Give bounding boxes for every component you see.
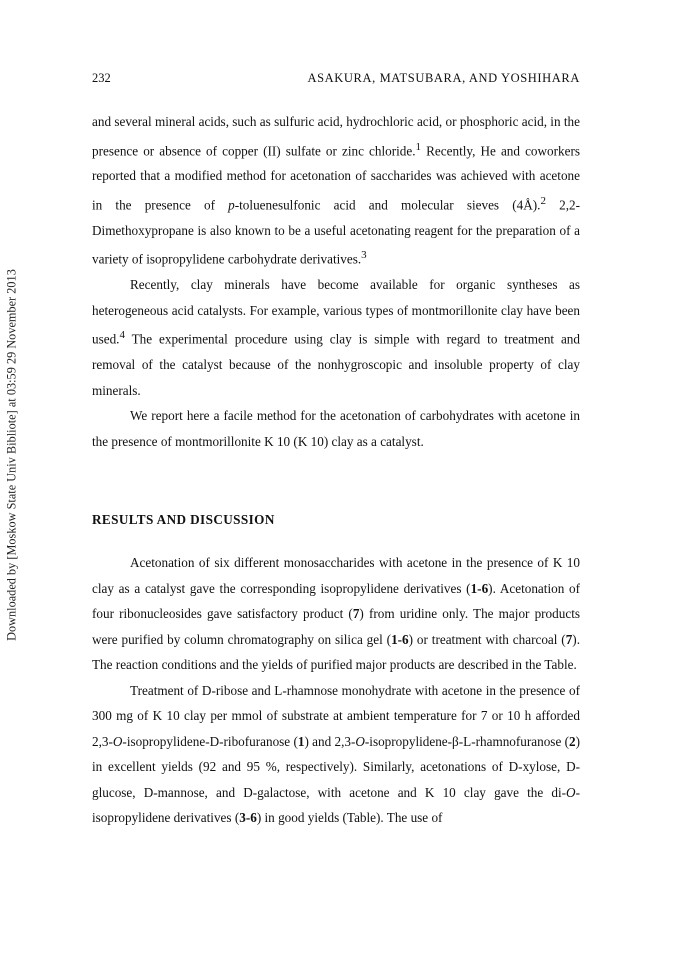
paragraph-report: We report here a facile method for the acetonation of carbohydrates with acetone in the presence of montmorillonite K 10 (K 10) clay as a catalyst. (92, 408, 580, 449)
text-run: Recently, clay minerals have become available for organic syntheses as heterogeneous acid catalysts. For example, various types of montmorillonite clay have been used. (92, 277, 580, 347)
compound-ref: 7 (565, 631, 573, 647)
text-run: ) and 2,3- (304, 733, 356, 749)
text-run: -toluenesulfonic acid and molecular sieves (4Å). (234, 197, 541, 213)
config-d: D (143, 784, 154, 800)
text-run: -isopropylidene- (122, 733, 210, 749)
compound-ref: 7 (352, 606, 360, 622)
text-run: Acetonation of six different monosaccharides with acetone in the presence of K 10 clay as a catalyst gave the corresponding isopropylidene derivatives ( (92, 555, 580, 596)
text-run: -glucose, (92, 759, 580, 800)
paragraph-treatment (92, 678, 580, 831)
paragraph-intro-continued (92, 109, 580, 272)
text-run: -rhamnofuranose ( (471, 733, 569, 749)
text-run: -xylose, (518, 759, 567, 775)
text-run: -ribofuranose ( (219, 733, 298, 749)
text-run: -galactose, with acetone and K 10 clay gave the di- (252, 784, 567, 800)
text-run: -ribose and (211, 682, 275, 698)
running-head-authors: ASAKURA, MATSUBARA, AND YOSHIHARA (307, 71, 580, 85)
text-run: Treatment of (130, 682, 202, 698)
italic-o: O (112, 733, 123, 749)
running-header (92, 71, 580, 87)
compound-ref: 1-6 (391, 631, 409, 647)
config-l: L (274, 682, 283, 698)
citation-4: 4 (119, 329, 125, 342)
text-run: ) from uridine only. The major products were purified by column chromatography on silica gel ( (92, 606, 580, 647)
text-run: -isopropylidene-β- (364, 733, 464, 749)
article-body (92, 109, 580, 831)
paragraph-results (92, 550, 580, 678)
citation-3: 3 (361, 249, 367, 262)
text-run: -rhamnose monohydrate with acetone in the presence of 300 mg of K 10 clay per mmol of substrate at ambient temperature for 7 or 10 h afforded 2,3- (92, 682, 580, 749)
text-run: ). The reaction conditions and the yields of purified major products are described in the Table. (92, 631, 580, 673)
page-number: 232 (92, 71, 111, 85)
paragraph-clay-minerals (92, 272, 580, 403)
config-l: L (463, 733, 472, 749)
config-d: D (566, 759, 576, 775)
text-run: and several mineral acids, such as sulfuric acid, hydrochloric acid, or phosphoric acid, in the presence or absence of copper (II) sulfate or zinc chloride. (92, 114, 580, 158)
citation-2: 2 (540, 194, 546, 207)
section-heading: RESULTS AND DISCUSSION (92, 512, 275, 528)
config-d: D (243, 784, 253, 800)
compound-ref: 2 (569, 733, 576, 749)
config-d: D (508, 759, 519, 775)
text-run: ). Acetonation of four ribonucleosides gave satisfactory product ( (92, 580, 580, 622)
text-run: -mannose, and (153, 784, 244, 800)
text-run: Recently, He and coworkers reported that a modified method for acetonation of saccharides was achieved with acetone in the presence of (92, 142, 580, 213)
config-d: D (209, 733, 220, 749)
italic-p: p (228, 197, 235, 213)
citation-1: 1 (415, 140, 422, 153)
compound-ref: 3-6 (239, 810, 257, 826)
config-d: D (201, 682, 212, 698)
italic-o: O (355, 733, 365, 749)
text-run: ) or treatment with charcoal ( (408, 631, 566, 647)
compound-ref: 1-6 (470, 580, 489, 596)
download-watermark (2, 269, 22, 641)
download-notice-text: Downloaded by [Moskow State Univ Bibliote] at 03:59 29 November 2013 (4, 269, 19, 641)
compound-ref: 1 (297, 733, 305, 749)
italic-o: O (566, 784, 576, 800)
text-run: -isopropylidene derivatives ( (92, 784, 580, 826)
text-run: ) in good yields (Table). The use of (256, 810, 443, 826)
text-run: The experimental procedure using clay is simple with regard to treatment and removal of the catalyst because of the nonhygroscopic and insoluble property of clay minerals. (92, 331, 580, 398)
text-run: 2,2-Dimethoxypropane is also known to be a useful acetonating reagent for the preparation of a variety of isopropylidene carbohydrate derivatives. (92, 197, 580, 267)
text-run: ) in excellent yields (92 and 95 %, respectively). Similarly, acetonations of (92, 733, 580, 775)
